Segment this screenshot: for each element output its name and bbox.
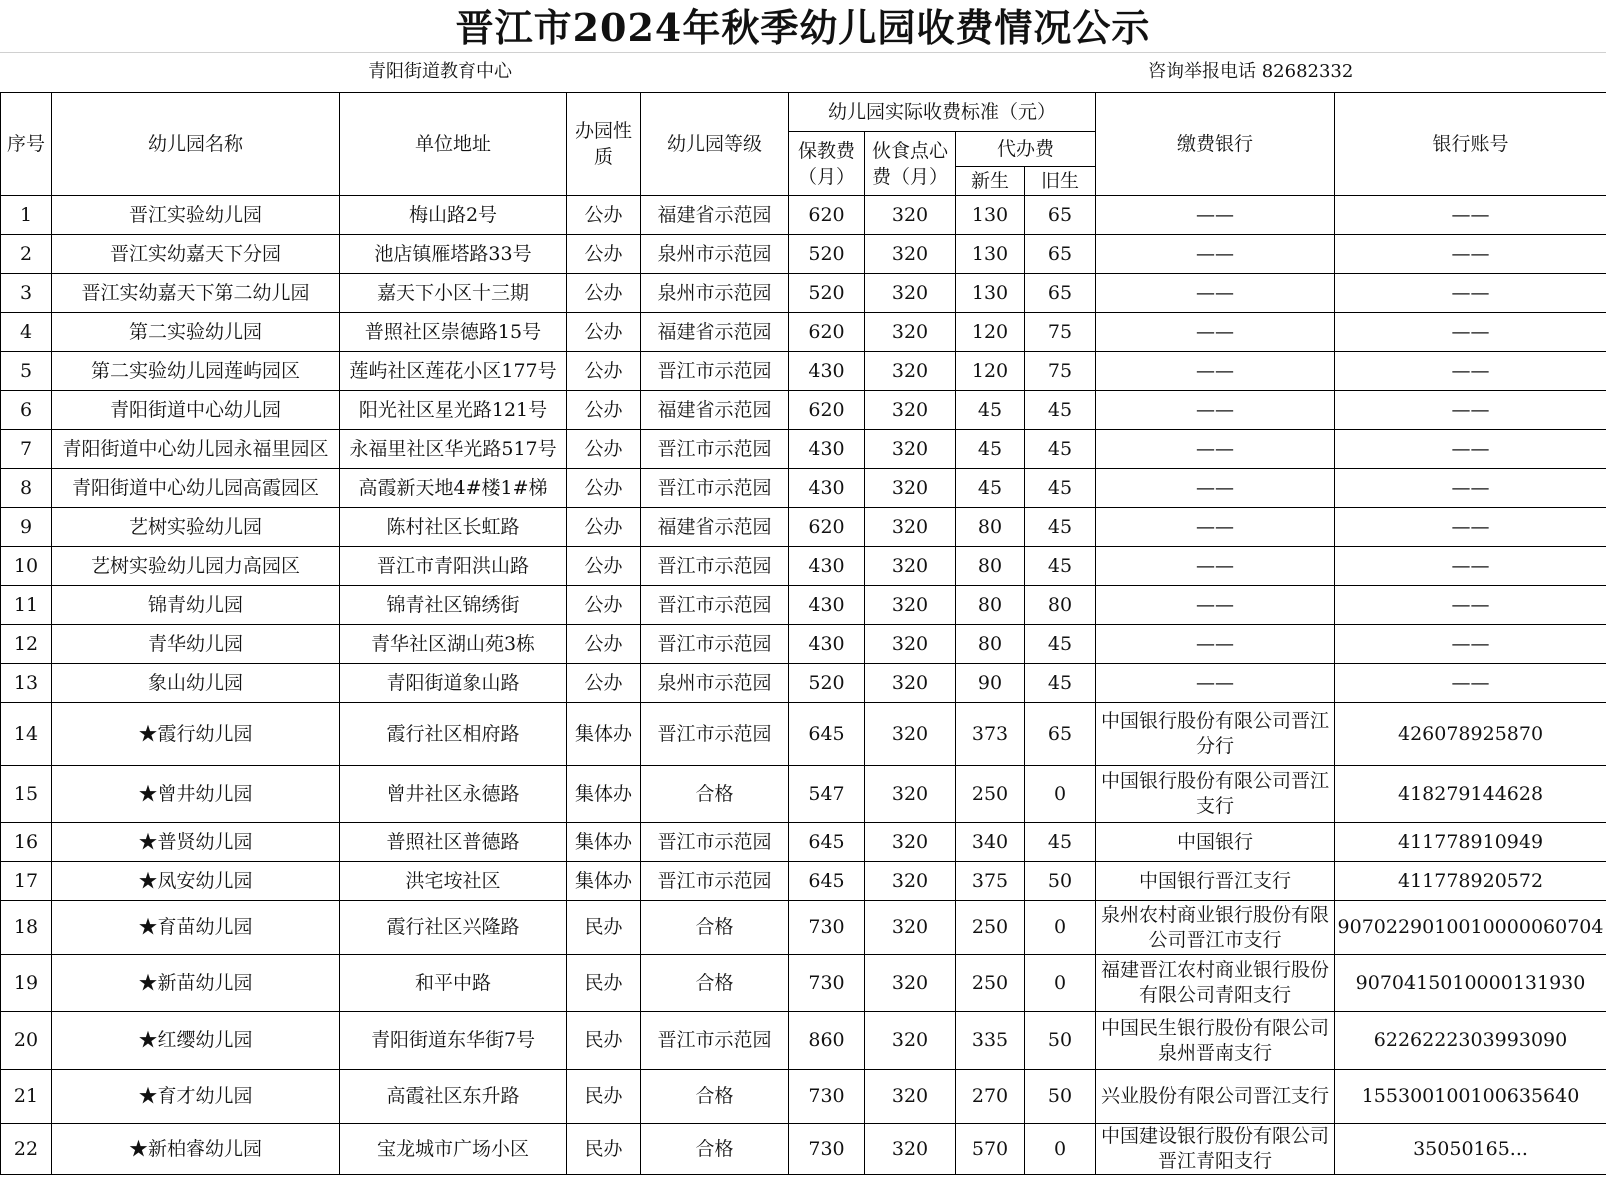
cell-address: 晋江市青阳洪山路 bbox=[340, 547, 567, 586]
cell-bank: 中国银行晋江支行 bbox=[1096, 862, 1335, 901]
cell-account: —— bbox=[1335, 547, 1606, 586]
cell-address: 阳光社区星光路121号 bbox=[340, 391, 567, 430]
cell-agency-new: 375 bbox=[956, 862, 1025, 901]
cell-account: —— bbox=[1335, 274, 1606, 313]
table-row bbox=[1, 469, 1606, 508]
cell-index: 20 bbox=[1, 1012, 52, 1070]
cell-agency-new: 130 bbox=[956, 274, 1025, 313]
cell-agency-new: 250 bbox=[956, 955, 1025, 1012]
cell-meal: 320 bbox=[865, 625, 956, 664]
cell-nature: 公办 bbox=[567, 196, 641, 235]
cell-tuition: 620 bbox=[789, 508, 865, 547]
cell-address: 高霞新天地4#楼1#梯 bbox=[340, 469, 567, 508]
cell-agency-new: 120 bbox=[956, 313, 1025, 352]
cell-bank: —— bbox=[1096, 196, 1335, 235]
cell-agency-new: 45 bbox=[956, 391, 1025, 430]
cell-agency-old: 80 bbox=[1025, 586, 1096, 625]
cell-agency-old: 45 bbox=[1025, 469, 1096, 508]
table-row bbox=[1, 766, 1606, 823]
cell-level: 晋江市示范园 bbox=[641, 430, 789, 469]
cell-agency-new: 570 bbox=[956, 1124, 1025, 1175]
cell-index: 10 bbox=[1, 547, 52, 586]
organization-label: 青阳街道教育中心 bbox=[368, 61, 512, 82]
cell-level: 晋江市示范园 bbox=[641, 703, 789, 766]
cell-account: —— bbox=[1335, 313, 1606, 352]
cell-agency-new: 120 bbox=[956, 352, 1025, 391]
cell-index: 8 bbox=[1, 469, 52, 508]
cell-agency-new: 340 bbox=[956, 823, 1025, 862]
cell-meal: 320 bbox=[865, 352, 956, 391]
header-tuition: 保教费（月） bbox=[789, 132, 865, 196]
cell-nature: 民办 bbox=[567, 901, 641, 955]
cell-nature: 公办 bbox=[567, 586, 641, 625]
cell-bank: —— bbox=[1096, 469, 1335, 508]
cell-agency-old: 45 bbox=[1025, 391, 1096, 430]
cell-account: 155300100100635640 bbox=[1335, 1070, 1606, 1124]
cell-level: 合格 bbox=[641, 1124, 789, 1175]
cell-nature: 集体办 bbox=[567, 862, 641, 901]
cell-tuition: 547 bbox=[789, 766, 865, 823]
cell-name: 第二实验幼儿园莲屿园区 bbox=[52, 352, 340, 391]
table-row bbox=[1, 391, 1606, 430]
cell-account: 418279144628 bbox=[1335, 766, 1606, 823]
cell-level: 合格 bbox=[641, 955, 789, 1012]
cell-index: 11 bbox=[1, 586, 52, 625]
cell-index: 21 bbox=[1, 1070, 52, 1124]
cell-bank: —— bbox=[1096, 391, 1335, 430]
cell-address: 宝龙城市广场小区 bbox=[340, 1124, 567, 1175]
cell-name: 青阳街道中心幼儿园高霞园区 bbox=[52, 469, 340, 508]
cell-name: ★霞行幼儿园 bbox=[52, 703, 340, 766]
cell-bank: —— bbox=[1096, 664, 1335, 703]
cell-index: 12 bbox=[1, 625, 52, 664]
cell-index: 16 bbox=[1, 823, 52, 862]
cell-meal: 320 bbox=[865, 430, 956, 469]
cell-address: 陈村社区长虹路 bbox=[340, 508, 567, 547]
cell-nature: 公办 bbox=[567, 352, 641, 391]
cell-meal: 320 bbox=[865, 235, 956, 274]
cell-address: 嘉天下小区十三期 bbox=[340, 274, 567, 313]
cell-meal: 320 bbox=[865, 703, 956, 766]
cell-agency-new: 45 bbox=[956, 430, 1025, 469]
cell-nature: 民办 bbox=[567, 1070, 641, 1124]
table-row bbox=[1, 862, 1606, 901]
cell-level: 晋江市示范园 bbox=[641, 469, 789, 508]
cell-address: 莲屿社区莲花小区177号 bbox=[340, 352, 567, 391]
cell-agency-old: 45 bbox=[1025, 547, 1096, 586]
cell-tuition: 730 bbox=[789, 955, 865, 1012]
cell-meal: 320 bbox=[865, 508, 956, 547]
cell-meal: 320 bbox=[865, 547, 956, 586]
cell-tuition: 860 bbox=[789, 1012, 865, 1070]
cell-index: 15 bbox=[1, 766, 52, 823]
cell-address: 青华社区湖山苑3栋 bbox=[340, 625, 567, 664]
cell-level: 晋江市示范园 bbox=[641, 823, 789, 862]
cell-agency-old: 45 bbox=[1025, 430, 1096, 469]
cell-nature: 公办 bbox=[567, 430, 641, 469]
cell-bank: —— bbox=[1096, 547, 1335, 586]
cell-agency-new: 373 bbox=[956, 703, 1025, 766]
cell-address: 永福里社区华光路517号 bbox=[340, 430, 567, 469]
cell-meal: 320 bbox=[865, 901, 956, 955]
cell-bank: 泉州农村商业银行股份有限公司晋江市支行 bbox=[1096, 901, 1335, 955]
cell-nature: 集体办 bbox=[567, 823, 641, 862]
cell-bank: —— bbox=[1096, 235, 1335, 274]
table-row bbox=[1, 196, 1606, 235]
table-row bbox=[1, 547, 1606, 586]
cell-tuition: 620 bbox=[789, 313, 865, 352]
table-row bbox=[1, 901, 1606, 955]
header-index: 序号 bbox=[1, 93, 52, 196]
cell-address: 洪宅垵社区 bbox=[340, 862, 567, 901]
cell-nature: 公办 bbox=[567, 469, 641, 508]
fee-table bbox=[0, 92, 1606, 1175]
cell-tuition: 430 bbox=[789, 352, 865, 391]
cell-account: 411778910949 bbox=[1335, 823, 1606, 862]
cell-agency-old: 65 bbox=[1025, 703, 1096, 766]
cell-index: 5 bbox=[1, 352, 52, 391]
cell-bank: —— bbox=[1096, 313, 1335, 352]
cell-bank: —— bbox=[1096, 508, 1335, 547]
header-bank: 缴费银行 bbox=[1096, 93, 1335, 196]
cell-account: 9070229010010000060704 bbox=[1335, 901, 1606, 955]
cell-nature: 公办 bbox=[567, 547, 641, 586]
cell-level: 泉州市示范园 bbox=[641, 664, 789, 703]
cell-tuition: 620 bbox=[789, 196, 865, 235]
cell-address: 青阳街道东华街7号 bbox=[340, 1012, 567, 1070]
header-agency: 代办费 bbox=[956, 132, 1096, 167]
cell-name: 第二实验幼儿园 bbox=[52, 313, 340, 352]
cell-agency-old: 45 bbox=[1025, 823, 1096, 862]
cell-account: 35050165... bbox=[1335, 1124, 1606, 1175]
cell-agency-old: 65 bbox=[1025, 196, 1096, 235]
cell-name: 晋江实幼嘉天下分园 bbox=[52, 235, 340, 274]
table-row bbox=[1, 703, 1606, 766]
cell-agency-old: 0 bbox=[1025, 1124, 1096, 1175]
cell-meal: 320 bbox=[865, 586, 956, 625]
cell-tuition: 520 bbox=[789, 235, 865, 274]
cell-tuition: 430 bbox=[789, 469, 865, 508]
cell-agency-old: 45 bbox=[1025, 625, 1096, 664]
cell-index: 13 bbox=[1, 664, 52, 703]
table-row bbox=[1, 664, 1606, 703]
cell-meal: 320 bbox=[865, 1070, 956, 1124]
cell-account: —— bbox=[1335, 391, 1606, 430]
header-name: 幼儿园名称 bbox=[52, 93, 340, 196]
cell-address: 霞行社区相府路 bbox=[340, 703, 567, 766]
cell-address: 和平中路 bbox=[340, 955, 567, 1012]
cell-address: 高霞社区东升路 bbox=[340, 1070, 567, 1124]
cell-level: 晋江市示范园 bbox=[641, 862, 789, 901]
header-agency-old: 旧生 bbox=[1025, 167, 1096, 196]
cell-index: 7 bbox=[1, 430, 52, 469]
header-address: 单位地址 bbox=[340, 93, 567, 196]
cell-name: ★凤安幼儿园 bbox=[52, 862, 340, 901]
cell-tuition: 430 bbox=[789, 430, 865, 469]
cell-name: 锦青幼儿园 bbox=[52, 586, 340, 625]
cell-level: 合格 bbox=[641, 766, 789, 823]
cell-address: 曾井社区永德路 bbox=[340, 766, 567, 823]
cell-level: 晋江市示范园 bbox=[641, 352, 789, 391]
cell-name: 象山幼儿园 bbox=[52, 664, 340, 703]
cell-level: 晋江市示范园 bbox=[641, 586, 789, 625]
cell-address: 青阳街道象山路 bbox=[340, 664, 567, 703]
cell-bank: 中国银行股份有限公司晋江分行 bbox=[1096, 703, 1335, 766]
table-row bbox=[1, 352, 1606, 391]
cell-tuition: 730 bbox=[789, 901, 865, 955]
cell-bank: 中国银行股份有限公司晋江支行 bbox=[1096, 766, 1335, 823]
cell-nature: 集体办 bbox=[567, 766, 641, 823]
cell-agency-new: 250 bbox=[956, 901, 1025, 955]
hotline-label: 咨询举报电话 82682332 bbox=[1148, 61, 1354, 82]
cell-meal: 320 bbox=[865, 274, 956, 313]
cell-level: 泉州市示范园 bbox=[641, 235, 789, 274]
cell-meal: 320 bbox=[865, 469, 956, 508]
cell-account: 9070415010000131930 bbox=[1335, 955, 1606, 1012]
cell-agency-new: 335 bbox=[956, 1012, 1025, 1070]
cell-meal: 320 bbox=[865, 664, 956, 703]
cell-agency-old: 65 bbox=[1025, 235, 1096, 274]
cell-address: 梅山路2号 bbox=[340, 196, 567, 235]
cell-account: 426078925870 bbox=[1335, 703, 1606, 766]
cell-name: ★曾井幼儿园 bbox=[52, 766, 340, 823]
cell-tuition: 520 bbox=[789, 274, 865, 313]
header-level: 幼儿园等级 bbox=[641, 93, 789, 196]
cell-tuition: 645 bbox=[789, 862, 865, 901]
cell-tuition: 730 bbox=[789, 1124, 865, 1175]
table-row bbox=[1, 1012, 1606, 1070]
cell-agency-old: 50 bbox=[1025, 862, 1096, 901]
cell-nature: 公办 bbox=[567, 235, 641, 274]
cell-index: 19 bbox=[1, 955, 52, 1012]
table-row bbox=[1, 1070, 1606, 1124]
cell-level: 泉州市示范园 bbox=[641, 274, 789, 313]
cell-index: 17 bbox=[1, 862, 52, 901]
cell-bank: 中国民生银行股份有限公司泉州晋南支行 bbox=[1096, 1012, 1335, 1070]
header-account: 银行账号 bbox=[1335, 93, 1606, 196]
cell-tuition: 620 bbox=[789, 391, 865, 430]
cell-name: ★育苗幼儿园 bbox=[52, 901, 340, 955]
table-row bbox=[1, 313, 1606, 352]
cell-agency-new: 130 bbox=[956, 235, 1025, 274]
cell-tuition: 645 bbox=[789, 703, 865, 766]
header-nature: 办园性质 bbox=[567, 93, 641, 196]
header-agency-new: 新生 bbox=[956, 167, 1025, 196]
cell-index: 18 bbox=[1, 901, 52, 955]
cell-nature: 民办 bbox=[567, 1012, 641, 1070]
cell-bank: 兴业股份有限公司晋江支行 bbox=[1096, 1070, 1335, 1124]
cell-index: 14 bbox=[1, 703, 52, 766]
cell-account: —— bbox=[1335, 469, 1606, 508]
cell-agency-new: 80 bbox=[956, 586, 1025, 625]
cell-agency-old: 0 bbox=[1025, 901, 1096, 955]
cell-bank: 福建晋江农村商业银行股份有限公司青阳支行 bbox=[1096, 955, 1335, 1012]
header-fee-group: 幼儿园实际收费标准（元） bbox=[789, 93, 1096, 132]
cell-account: —— bbox=[1335, 430, 1606, 469]
cell-address: 普照社区崇德路15号 bbox=[340, 313, 567, 352]
cell-index: 6 bbox=[1, 391, 52, 430]
cell-tuition: 430 bbox=[789, 625, 865, 664]
header-meal: 伙食点心费（月） bbox=[865, 132, 956, 196]
cell-name: ★红缨幼儿园 bbox=[52, 1012, 340, 1070]
cell-name: 青阳街道中心幼儿园 bbox=[52, 391, 340, 430]
cell-account: 411778920572 bbox=[1335, 862, 1606, 901]
cell-bank: —— bbox=[1096, 430, 1335, 469]
cell-name: 晋江实验幼儿园 bbox=[52, 196, 340, 235]
cell-meal: 320 bbox=[865, 862, 956, 901]
cell-agency-new: 80 bbox=[956, 547, 1025, 586]
cell-nature: 集体办 bbox=[567, 703, 641, 766]
cell-name: ★新柏睿幼儿园 bbox=[52, 1124, 340, 1175]
table-row bbox=[1, 274, 1606, 313]
cell-agency-old: 75 bbox=[1025, 352, 1096, 391]
cell-name: ★新苗幼儿园 bbox=[52, 955, 340, 1012]
cell-agency-old: 45 bbox=[1025, 664, 1096, 703]
table-row bbox=[1, 955, 1606, 1012]
cell-agency-new: 45 bbox=[956, 469, 1025, 508]
cell-meal: 320 bbox=[865, 766, 956, 823]
cell-account: —— bbox=[1335, 586, 1606, 625]
cell-name: 青阳街道中心幼儿园永福里园区 bbox=[52, 430, 340, 469]
cell-bank: —— bbox=[1096, 352, 1335, 391]
cell-bank: —— bbox=[1096, 586, 1335, 625]
cell-account: —— bbox=[1335, 196, 1606, 235]
cell-bank: 中国银行 bbox=[1096, 823, 1335, 862]
cell-meal: 320 bbox=[865, 313, 956, 352]
cell-level: 晋江市示范园 bbox=[641, 547, 789, 586]
cell-nature: 民办 bbox=[567, 1124, 641, 1175]
cell-meal: 320 bbox=[865, 823, 956, 862]
cell-level: 合格 bbox=[641, 901, 789, 955]
cell-bank: —— bbox=[1096, 274, 1335, 313]
cell-nature: 公办 bbox=[567, 391, 641, 430]
cell-level: 合格 bbox=[641, 1070, 789, 1124]
cell-meal: 320 bbox=[865, 955, 956, 1012]
cell-address: 霞行社区兴隆路 bbox=[340, 901, 567, 955]
cell-nature: 公办 bbox=[567, 625, 641, 664]
cell-agency-new: 250 bbox=[956, 766, 1025, 823]
cell-index: 4 bbox=[1, 313, 52, 352]
cell-level: 晋江市示范园 bbox=[641, 1012, 789, 1070]
subheader bbox=[0, 52, 1606, 92]
table-row bbox=[1, 1124, 1606, 1175]
cell-agency-old: 65 bbox=[1025, 274, 1096, 313]
cell-agency-new: 80 bbox=[956, 508, 1025, 547]
cell-tuition: 730 bbox=[789, 1070, 865, 1124]
cell-bank: 中国建设银行股份有限公司晋江青阳支行 bbox=[1096, 1124, 1335, 1175]
cell-level: 福建省示范园 bbox=[641, 196, 789, 235]
cell-name: 晋江实幼嘉天下第二幼儿园 bbox=[52, 274, 340, 313]
cell-name: ★普贤幼儿园 bbox=[52, 823, 340, 862]
cell-account: —— bbox=[1335, 508, 1606, 547]
cell-name: 青华幼儿园 bbox=[52, 625, 340, 664]
cell-agency-old: 45 bbox=[1025, 508, 1096, 547]
cell-address: 普照社区普德路 bbox=[340, 823, 567, 862]
cell-level: 福建省示范园 bbox=[641, 508, 789, 547]
cell-index: 1 bbox=[1, 196, 52, 235]
cell-account: —— bbox=[1335, 235, 1606, 274]
cell-agency-old: 50 bbox=[1025, 1012, 1096, 1070]
cell-agency-old: 50 bbox=[1025, 1070, 1096, 1124]
cell-level: 福建省示范园 bbox=[641, 313, 789, 352]
cell-tuition: 645 bbox=[789, 823, 865, 862]
cell-name: 艺树实验幼儿园力高园区 bbox=[52, 547, 340, 586]
table-row bbox=[1, 508, 1606, 547]
cell-name: ★育才幼儿园 bbox=[52, 1070, 340, 1124]
cell-bank: —— bbox=[1096, 625, 1335, 664]
cell-account: —— bbox=[1335, 664, 1606, 703]
cell-nature: 公办 bbox=[567, 274, 641, 313]
cell-level: 福建省示范园 bbox=[641, 391, 789, 430]
cell-nature: 公办 bbox=[567, 508, 641, 547]
cell-index: 9 bbox=[1, 508, 52, 547]
cell-index: 2 bbox=[1, 235, 52, 274]
page-title: 晋江市2024年秋季幼儿园收费情况公示 bbox=[0, 0, 1606, 53]
cell-tuition: 520 bbox=[789, 664, 865, 703]
cell-account: 6226222303993090 bbox=[1335, 1012, 1606, 1070]
cell-name: 艺树实验幼儿园 bbox=[52, 508, 340, 547]
table-row bbox=[1, 823, 1606, 862]
cell-nature: 公办 bbox=[567, 313, 641, 352]
table-row bbox=[1, 235, 1606, 274]
cell-agency-old: 0 bbox=[1025, 955, 1096, 1012]
cell-agency-new: 90 bbox=[956, 664, 1025, 703]
cell-address: 锦青社区锦绣街 bbox=[340, 586, 567, 625]
cell-tuition: 430 bbox=[789, 547, 865, 586]
cell-nature: 民办 bbox=[567, 955, 641, 1012]
cell-agency-old: 75 bbox=[1025, 313, 1096, 352]
cell-account: —— bbox=[1335, 352, 1606, 391]
cell-meal: 320 bbox=[865, 391, 956, 430]
cell-level: 晋江市示范园 bbox=[641, 625, 789, 664]
cell-address: 池店镇雁塔路33号 bbox=[340, 235, 567, 274]
cell-agency-new: 80 bbox=[956, 625, 1025, 664]
cell-tuition: 430 bbox=[789, 586, 865, 625]
cell-agency-old: 0 bbox=[1025, 766, 1096, 823]
cell-agency-new: 270 bbox=[956, 1070, 1025, 1124]
cell-index: 3 bbox=[1, 274, 52, 313]
table-row bbox=[1, 586, 1606, 625]
cell-account: —— bbox=[1335, 625, 1606, 664]
cell-nature: 公办 bbox=[567, 664, 641, 703]
fee-table-body bbox=[1, 196, 1606, 1175]
cell-index: 22 bbox=[1, 1124, 52, 1175]
cell-meal: 320 bbox=[865, 1012, 956, 1070]
cell-agency-new: 130 bbox=[956, 196, 1025, 235]
table-row bbox=[1, 625, 1606, 664]
table-row bbox=[1, 430, 1606, 469]
cell-meal: 320 bbox=[865, 196, 956, 235]
cell-meal: 320 bbox=[865, 1124, 956, 1175]
